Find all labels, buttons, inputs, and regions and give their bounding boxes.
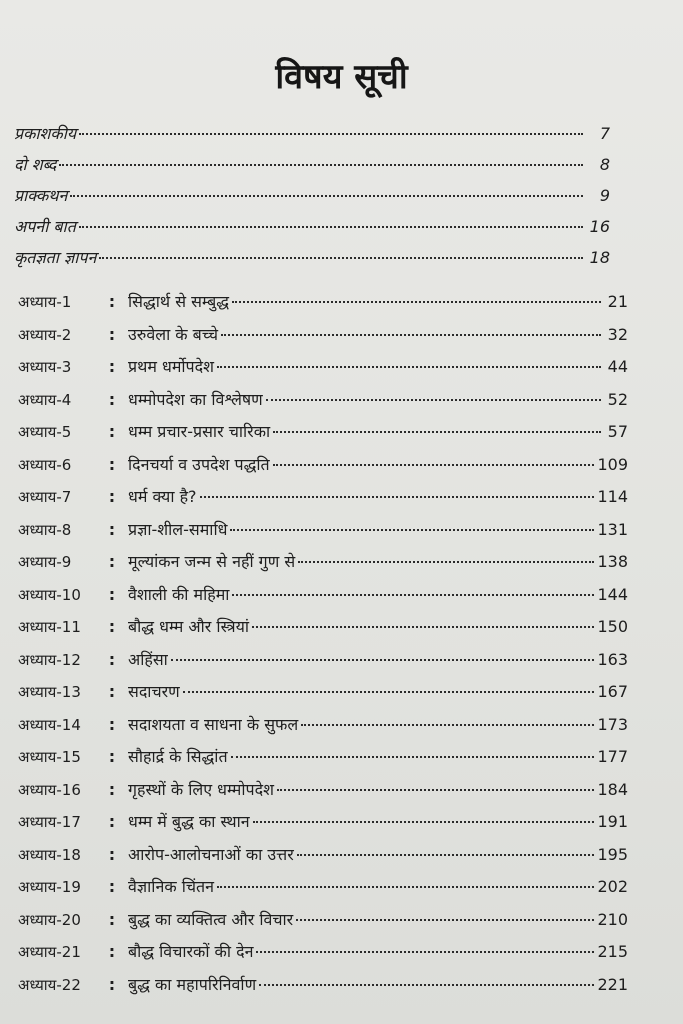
chapter-title: बौद्ध धम्म और स्त्रियां — [128, 617, 250, 636]
dot-leader — [266, 399, 601, 401]
chapter-title: सदाशयता व साधना के सुफल — [128, 714, 299, 734]
separator-colon: : — [108, 357, 116, 376]
dot-leader — [273, 431, 601, 433]
page-number: 163 — [597, 649, 628, 669]
chapter-title: मूल्यांकन जन्म से नहीं गुण से — [128, 552, 296, 571]
chapter-title: अहिंसा — [128, 649, 168, 669]
front-matter-row — [14, 153, 610, 184]
chapter-list — [18, 290, 628, 1005]
separator-colon: : — [108, 324, 116, 344]
separator-colon: : — [108, 812, 116, 831]
separator-colon: : — [108, 552, 116, 571]
page-number: 138 — [597, 552, 628, 571]
page-number: 21 — [607, 292, 628, 311]
front-matter-row — [14, 184, 610, 215]
chapter-number: अध्याय-12 — [18, 650, 81, 669]
dot-leader — [70, 195, 583, 197]
dot-leader — [230, 529, 594, 531]
chapter-row — [18, 355, 628, 388]
separator-colon: : — [108, 292, 116, 311]
dot-leader — [183, 691, 595, 693]
separator-colon: : — [108, 682, 116, 701]
chapter-title: वैशाली की महिमा — [128, 584, 230, 604]
dot-leader — [232, 594, 594, 596]
chapter-number: अध्याय-16 — [18, 780, 81, 799]
chapter-number: अध्याय-14 — [18, 715, 81, 734]
dot-leader — [99, 257, 583, 259]
chapter-title: सिद्धार्थ से सम्बुद्ध — [128, 292, 230, 311]
chapter-row — [18, 778, 628, 811]
page-number: 32 — [607, 324, 628, 344]
page-number: 177 — [597, 747, 628, 766]
page-title: विषय सूची — [275, 57, 408, 97]
chapter-row — [18, 940, 628, 973]
chapter-row — [18, 615, 628, 648]
dot-leader — [252, 626, 594, 628]
chapter-number: अध्याय-6 — [18, 455, 72, 474]
separator-colon: : — [108, 779, 116, 799]
chapter-number: अध्याय-10 — [18, 585, 81, 604]
chapter-row — [18, 713, 628, 746]
chapter-row — [18, 875, 628, 908]
front-matter-label: अपनी बात — [14, 217, 76, 236]
chapter-row — [18, 745, 628, 778]
dot-leader — [221, 334, 601, 336]
chapter-number: अध्याय-5 — [18, 423, 72, 441]
dot-leader — [232, 301, 601, 303]
dot-leader — [217, 886, 594, 888]
chapter-row — [18, 583, 628, 616]
front-matter-row — [14, 122, 610, 153]
chapter-row — [18, 908, 628, 941]
chapter-row — [18, 973, 628, 1006]
dot-leader — [231, 756, 595, 758]
dot-leader — [277, 789, 594, 791]
front-matter-row — [14, 246, 610, 277]
chapter-title: प्रज्ञा-शील-समाधि — [128, 519, 228, 539]
page-number: 210 — [597, 909, 628, 929]
page-number: 131 — [597, 519, 628, 539]
page-number: 52 — [607, 389, 628, 409]
chapter-title: बुद्ध का महापरिनिर्वाण — [128, 974, 257, 994]
chapter-title: धर्म क्या है? — [128, 487, 197, 506]
separator-colon: : — [108, 617, 116, 636]
chapter-row — [18, 843, 628, 876]
separator-colon: : — [108, 844, 116, 864]
page-number: 202 — [597, 877, 628, 896]
chapter-title: गृहस्थों के लिए धम्मोपदेश — [128, 779, 274, 799]
dot-leader — [171, 659, 595, 661]
separator-colon: : — [108, 519, 116, 539]
dot-leader — [297, 854, 595, 856]
dot-leader — [296, 919, 594, 921]
dot-leader — [217, 366, 601, 368]
chapter-number: अध्याय-8 — [18, 520, 72, 539]
dot-leader — [259, 984, 594, 986]
page-number: 109 — [597, 454, 628, 474]
separator-colon: : — [108, 974, 116, 994]
separator-colon: : — [108, 942, 116, 961]
chapter-number: अध्याय-22 — [18, 975, 81, 994]
separator-colon: : — [108, 422, 116, 441]
dot-leader — [256, 951, 594, 953]
separator-colon: : — [108, 747, 116, 766]
separator-colon: : — [108, 909, 116, 929]
dot-leader — [79, 226, 583, 228]
front-matter-list — [14, 122, 610, 277]
separator-colon: : — [108, 487, 116, 506]
page-number: 150 — [597, 617, 628, 636]
chapter-title: धम्म प्रचार-प्रसार चारिका — [128, 422, 271, 441]
chapter-row — [18, 810, 628, 843]
chapter-title: सौहार्द्र के सिद्धांत — [128, 747, 228, 766]
dot-leader — [79, 133, 583, 135]
chapter-number: अध्याय-1 — [18, 293, 72, 311]
chapter-number: अध्याय-9 — [18, 553, 72, 571]
chapter-row — [18, 323, 628, 356]
chapter-number: अध्याय-7 — [18, 488, 72, 506]
front-matter-label: प्रकाशकीय — [14, 124, 77, 143]
page-number: 144 — [597, 584, 628, 604]
dot-leader — [273, 464, 595, 466]
separator-colon: : — [108, 389, 116, 409]
separator-colon: : — [108, 454, 116, 474]
chapter-number: अध्याय-20 — [18, 910, 81, 929]
chapter-row — [18, 518, 628, 551]
chapter-title: आरोप-आलोचनाओं का उत्तर — [128, 844, 294, 864]
separator-colon: : — [108, 877, 116, 896]
chapter-number: अध्याय-11 — [18, 618, 81, 636]
chapter-number: अध्याय-19 — [18, 878, 81, 896]
chapter-row — [18, 680, 628, 713]
page-number: 184 — [597, 779, 628, 799]
separator-colon: : — [108, 649, 116, 669]
page-number: 16 — [589, 217, 610, 236]
chapter-title: धम्म में बुद्ध का स्थान — [128, 812, 250, 831]
page-number: 44 — [607, 357, 628, 376]
chapter-title: बौद्ध विचारकों की देन — [128, 942, 254, 961]
front-matter-row — [14, 215, 610, 246]
chapter-number: अध्याय-2 — [18, 325, 72, 344]
chapter-title: दिनचर्या व उपदेश पद्धति — [128, 454, 270, 474]
chapter-title: वैज्ञानिक चिंतन — [128, 877, 214, 896]
page-number: 173 — [597, 714, 628, 734]
front-matter-label: कृतज्ञता ज्ञापन — [14, 248, 97, 267]
separator-colon: : — [108, 584, 116, 604]
page-number: 114 — [597, 487, 628, 506]
chapter-number: अध्याय-15 — [18, 748, 81, 766]
page-number: 191 — [597, 812, 628, 831]
chapter-number: अध्याय-18 — [18, 845, 81, 864]
page-number: 167 — [597, 682, 628, 701]
chapter-row — [18, 485, 628, 518]
separator-colon: : — [108, 714, 116, 734]
chapter-number: अध्याय-4 — [18, 390, 72, 409]
chapter-title: उरुवेला के बच्चे — [128, 324, 219, 344]
page-number: 221 — [597, 974, 628, 994]
chapter-row — [18, 290, 628, 323]
page-number: 7 — [599, 124, 610, 143]
front-matter-label: दो शब्द — [14, 155, 57, 174]
page-number: 195 — [597, 844, 628, 864]
dot-leader — [301, 724, 594, 726]
chapter-number: अध्याय-17 — [18, 813, 81, 831]
dot-leader — [253, 821, 595, 823]
chapter-title: धम्मोपदेश का विश्लेषण — [128, 389, 263, 409]
page-number: 215 — [597, 942, 628, 961]
chapter-row — [18, 420, 628, 453]
dot-leader — [200, 496, 595, 498]
dot-leader — [59, 164, 583, 166]
dot-leader — [298, 561, 594, 563]
page-number: 57 — [607, 422, 628, 441]
chapter-number: अध्याय-21 — [18, 943, 81, 961]
chapter-title: सदाचरण — [128, 682, 180, 701]
chapter-row — [18, 550, 628, 583]
page-number: 18 — [589, 248, 610, 267]
chapter-row — [18, 453, 628, 486]
chapter-number: अध्याय-13 — [18, 683, 81, 701]
page-number: 8 — [599, 155, 610, 174]
chapter-title: बुद्ध का व्यक्तित्व और विचार — [128, 909, 294, 929]
front-matter-label: प्राक्कथन — [14, 186, 68, 205]
chapter-number: अध्याय-3 — [18, 358, 72, 376]
chapter-row — [18, 648, 628, 681]
chapter-title: प्रथम धर्मोपदेश — [128, 357, 214, 376]
page-number: 9 — [599, 186, 610, 205]
chapter-row — [18, 388, 628, 421]
